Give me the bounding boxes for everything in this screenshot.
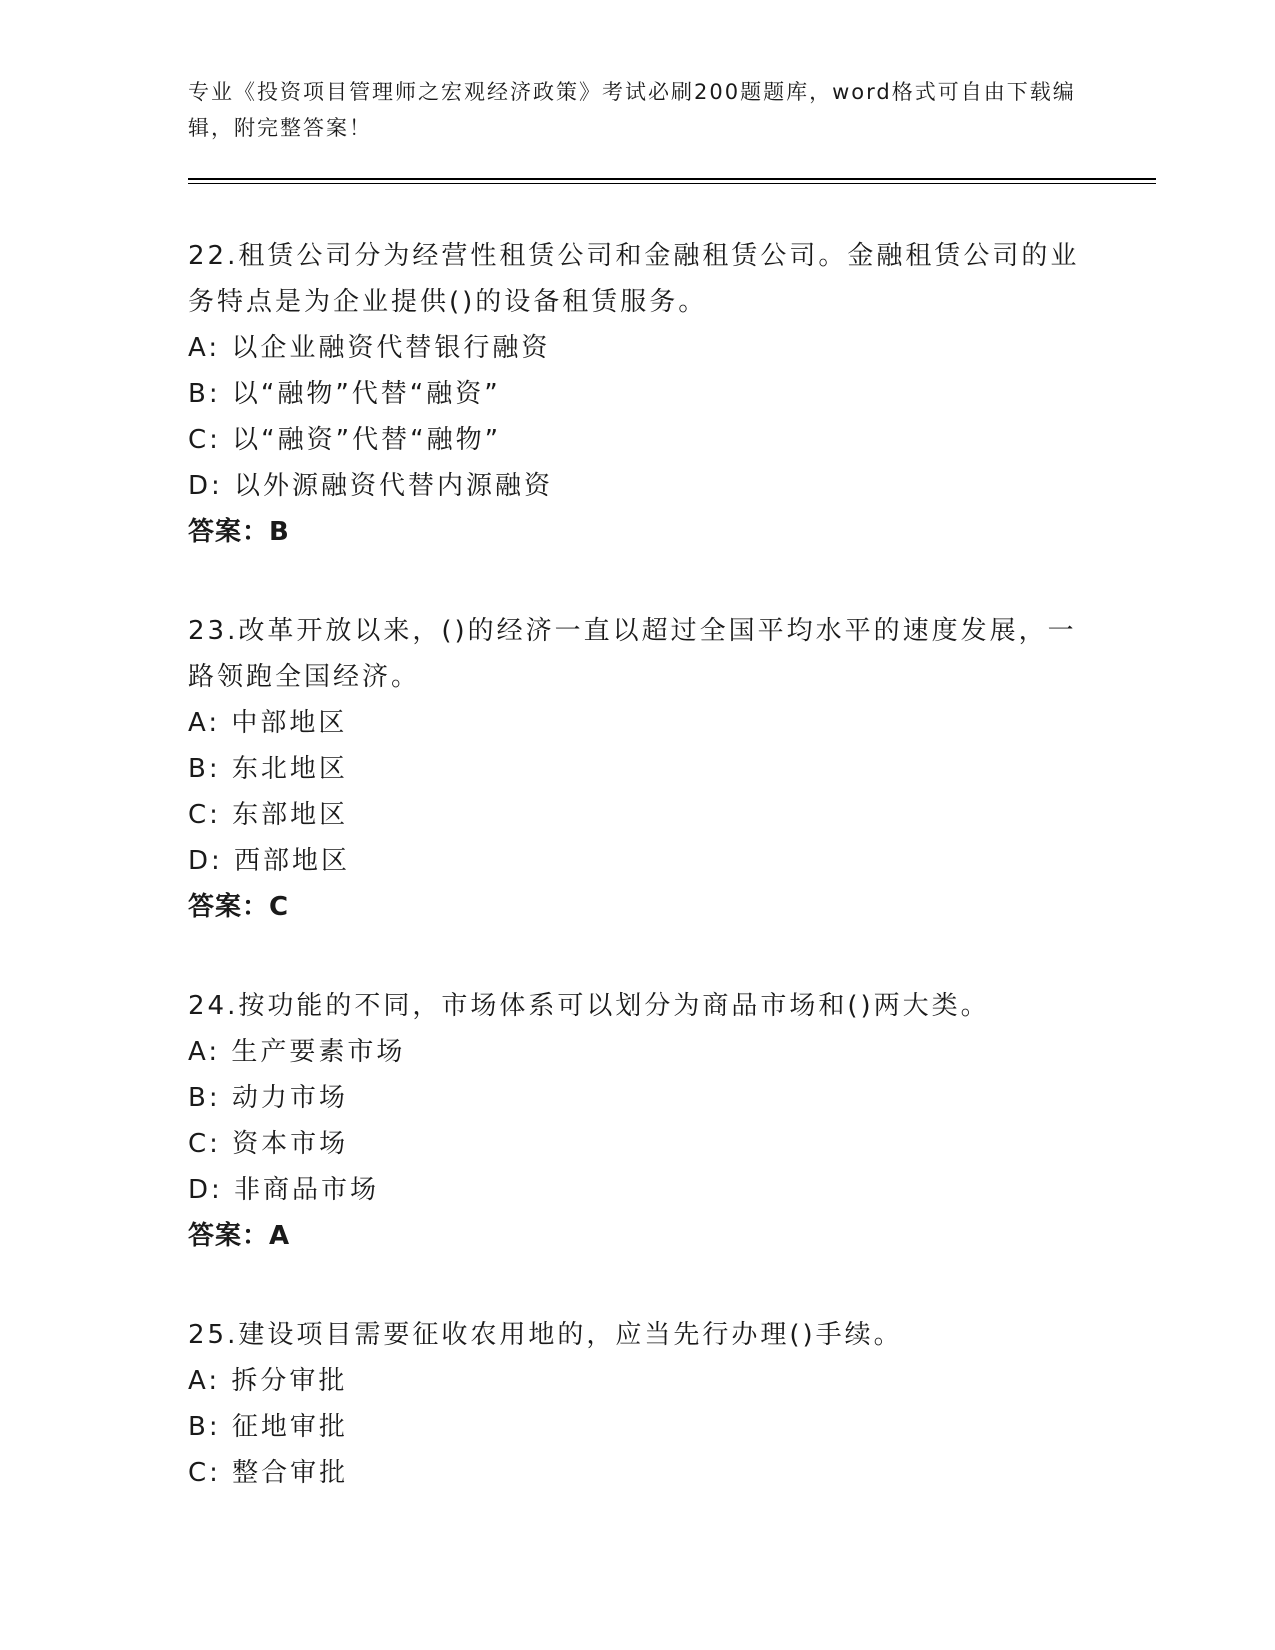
option-d: D: 西部地区 [188, 846, 351, 876]
question-stem: 25.建设项目需要征收农用地的，应当先行办理()手续。 [188, 1320, 903, 1350]
header-divider-thick [188, 178, 1156, 180]
question-list [188, 233, 1088, 1549]
question-22 [188, 233, 1088, 555]
option-a: A: 以企业融资代替银行融资 [188, 333, 551, 363]
option-a: A: 拆分审批 [188, 1366, 348, 1396]
option-b: B: 征地审批 [188, 1412, 348, 1442]
option-b: B: 以“融物”代替“融资” [188, 379, 501, 409]
question-stem: 24.按功能的不同，市场体系可以划分为商品市场和()两大类。 [188, 991, 990, 1021]
question-stem: 22.租赁公司分为经营性租赁公司和金融租赁公司。金融租赁公司的业务特点是为企业提供()的设备租赁服务。 [188, 241, 1080, 317]
document-header: 专业《投资项目管理师之宏观经济政策》考试必刷200题题库，word格式可自由下载编辑，附完整答案！ [188, 80, 1076, 140]
option-b: B: 东北地区 [188, 754, 348, 784]
question-stem: 23.改革开放以来，()的经济一直以超过全国平均水平的速度发展，一路领跑全国经济。 [188, 616, 1077, 692]
question-24 [188, 983, 1088, 1259]
answer-line: 答案：B [188, 517, 290, 547]
option-d: D: 以外源融资代替内源融资 [188, 471, 554, 501]
option-c: C: 东部地区 [188, 800, 349, 830]
option-a: A: 中部地区 [188, 708, 348, 738]
option-c: C: 以“融资”代替“融物” [188, 425, 502, 455]
answer-line: 答案：A [188, 1221, 291, 1251]
option-c: C: 整合审批 [188, 1458, 349, 1488]
header-divider-thin [188, 183, 1156, 184]
option-b: B: 动力市场 [188, 1083, 348, 1113]
answer-line: 答案：C [188, 892, 290, 922]
option-a: A: 生产要素市场 [188, 1037, 406, 1067]
question-25 [188, 1312, 1088, 1496]
question-23 [188, 608, 1088, 930]
option-c: C: 资本市场 [188, 1129, 349, 1159]
option-d: D: 非商品市场 [188, 1175, 380, 1205]
